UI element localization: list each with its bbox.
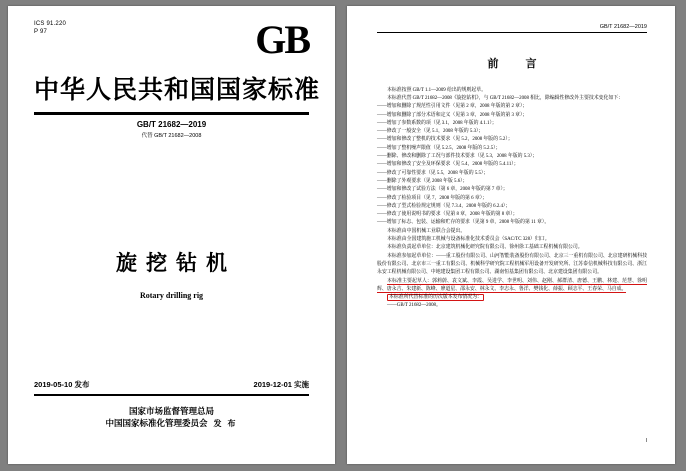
running-header-standard-number: GB/T 21682—2019 — [599, 24, 647, 30]
issuer-publish-label: 发 布 — [213, 419, 238, 428]
foreword-paragraph: 本标准由全国建筑施工机械与设备标准化技术委员会（SAC/TC 328）归口。 — [387, 237, 550, 243]
page-number: I — [645, 438, 647, 444]
foreword-paragraph: 本标准代替 GB/T 21682—2008《旋挖钻机》，与 GB/T 21682—2008 相比，除编辑性修改外主要技术变化如下： — [387, 95, 624, 101]
header-divider-rule — [377, 32, 647, 33]
foreword-paragraph: 本标准负责起草单位：北京建筑机械化研究院有限公司、徐州徐工基础工程机械有限公司。 — [387, 245, 583, 251]
foreword-title: 前 言 — [487, 57, 545, 70]
foreword-paragraph: 本标准由中国机械工业联合会提出。 — [387, 228, 466, 234]
foreword-paragraph: ——增加和删除了部分术语和定义（见第 3 章，2008 年版的第 3 章）； — [377, 112, 528, 118]
foreword-paragraph: ——修改了使用说明书的要求（见第 8 章，2008 年版的第 8 章）； — [377, 212, 518, 218]
issuer-line-1: 国家市场监督管理总局 — [128, 406, 214, 416]
national-standard-title: 中华人民共和国国家标准 — [34, 77, 321, 104]
issuer-line-2: 中国国家标准化管理委员会 — [105, 418, 208, 428]
title-divider-rule — [34, 112, 309, 115]
foreword-paragraph: ——删除、修改和删除了工况与部件技术要求（见 5.3，2008 年版的 5.3）； — [377, 154, 538, 160]
footer-divider-rule — [34, 394, 309, 396]
issuing-authority — [34, 405, 309, 430]
foreword-paragraph-text: 本标准参加起草单位：——重工股份有限公司、山河智能装备股份有限公司、北京三一重机有限公司、北京建研机械科技股份有限公司、北京市三一重工有限公司、机械科学研究院工程机械军用设备开发研究所、江苏泰信机械科技有限公司、浙江永安工程机械有限公司、中地建设集团工程有限公司、湖南恒基集团有限公司、北京建设集团有限公司。 — [377, 253, 647, 276]
foreword-paragraph: ——GB/T 21682—2008。 — [387, 303, 441, 309]
cover-date-row — [34, 379, 309, 390]
foreword-paragraph-annotated-1 — [377, 253, 647, 278]
issuer-line-2-row — [34, 417, 309, 430]
foreword-paragraph-text-boxed: 本标准所代替标准的历次版本发布情况为： — [389, 295, 482, 301]
foreword-content — [377, 24, 647, 444]
foreword-paragraph: ——修改了可靠性要求（见 5.5，2008 年版的 5.5）； — [377, 170, 489, 176]
foreword-paragraph: ——修改了一般安全（见 5.1，2008 年版的 5.3）； — [377, 129, 484, 135]
ics-line-2: P 97 — [34, 29, 48, 35]
foreword-paragraph: ——增加和删除了规范性引用文件（见第 2 章，2008 年版的第 2 章）； — [377, 104, 528, 110]
foreword-paragraph-annotated-3 — [377, 294, 647, 302]
standard-replaces: 代替 GB/T 21682—2008 — [141, 132, 202, 139]
foreword-paragraph-text-highlighted: 本标准主要起草人：郭莉蔚、袁文斌、李霞、吴进学、李世明、刘伟、赵刚、郝群清、唐德、王鹏、林建、范慧、徐明辉、唐永吉、朱建新、陈峰、廖道星、邵永安、林永文、李志永、鲁洋、樊钱化、薛振、顾志平、王春荣、马自成。 — [377, 278, 647, 292]
standard-number: GB/T 21682—2019 — [136, 119, 207, 129]
cover-content — [34, 17, 321, 448]
document-page-cover — [8, 6, 335, 464]
ics-line-1: ICS 91.220 — [34, 21, 67, 27]
foreword-paragraph: ——删除了外观要求（见 2008 年版 5.6）； — [377, 178, 468, 184]
foreword-paragraph-annotated-2 — [377, 278, 647, 295]
foreword-paragraph: ——增加了整机噪声限值（见 5.2.5，2008 年版的 5.2.5）； — [377, 145, 501, 151]
foreword-body — [377, 87, 647, 311]
gb-logo — [223, 17, 309, 62]
foreword-paragraph: ——修改了型式检验规定规则（见 7.3.4，2008 年版的 6.2.4）； — [377, 203, 511, 209]
foreword-paragraph: 本标准按照 GB/T 1.1—2009 给出的规则起草。 — [387, 87, 487, 93]
effective-date: 2019-12-01 实施 — [253, 380, 309, 389]
gb-logo-text: GB — [255, 17, 309, 62]
foreword-paragraph: ——增加和修改了安全及环保要求（见 5.4，2008 年版的 5.4.11）； — [377, 162, 519, 168]
foreword-paragraph: ——修改了检验项目（见 7，2008 年版的第 6 章）； — [377, 195, 488, 201]
page-title-english: Rotary drilling rig — [139, 290, 204, 300]
document-page-foreword — [347, 6, 675, 464]
foreword-paragraph: ——增加和修改了整机的技术要求（见 5.2，2008 年版的 5.2）； — [377, 137, 513, 143]
foreword-paragraph: ——增加和修改了试验方法（第 6 章，2008 年版的第 7 章）； — [377, 187, 508, 193]
foreword-paragraph: ——增加了标志、包装、运输和贮存的要求（见第 9 章，2008 年版的第 11 章）。 — [377, 220, 550, 226]
foreword-paragraph: ——增加了参数系数的项（见 3.1，2008 年版的 4.1.1）； — [377, 120, 497, 126]
page-title: 旋挖钻机 — [116, 250, 236, 275]
issue-date: 2019-05-10 发布 — [34, 380, 90, 389]
